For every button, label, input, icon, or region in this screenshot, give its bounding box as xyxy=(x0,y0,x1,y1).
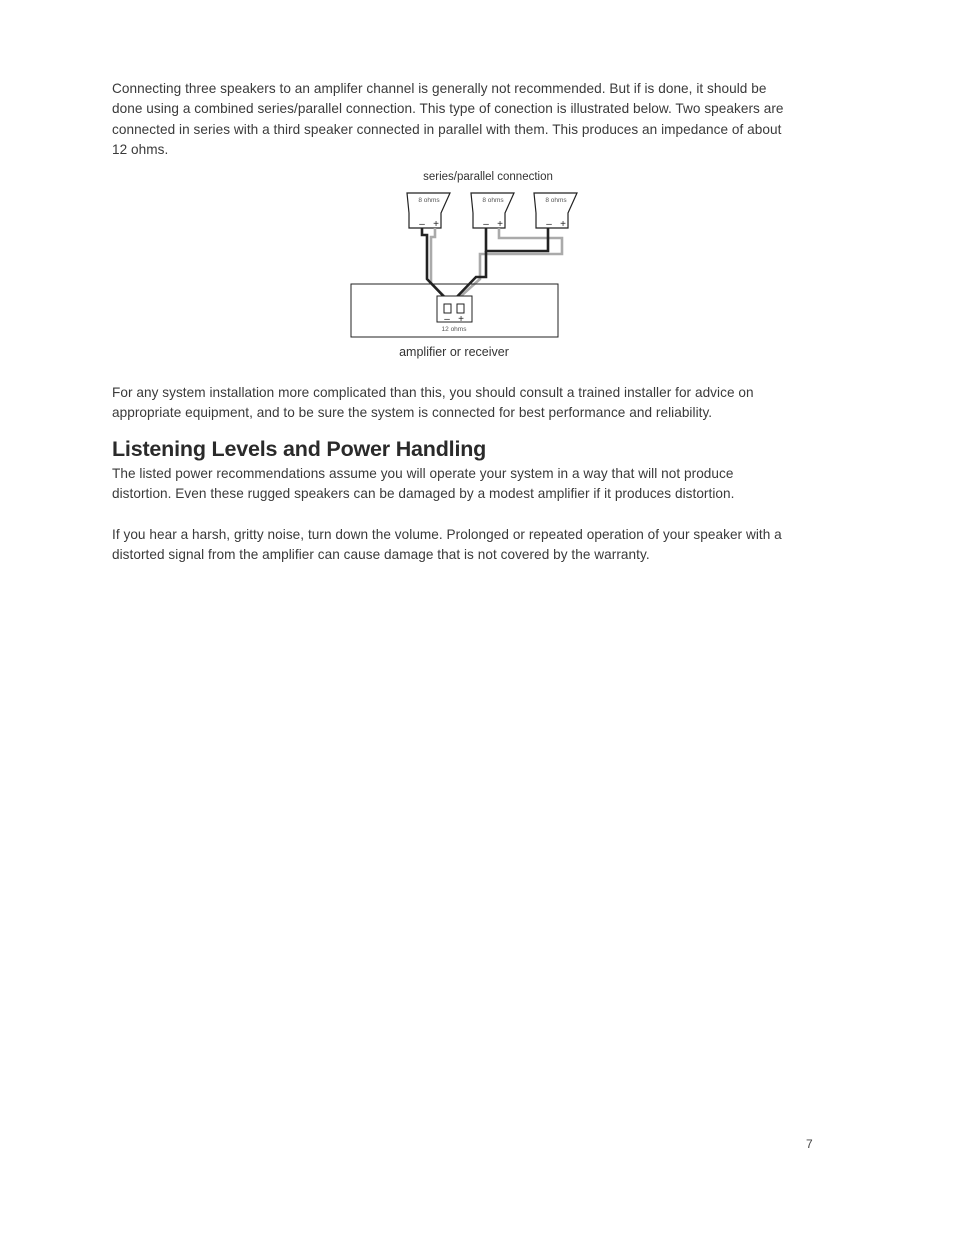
speaker-1 xyxy=(407,193,450,230)
amp-terminal-block xyxy=(437,296,472,322)
power-paragraph: The listed power recommendations assume you will operate your system in a way that will not produce distortion. Even these rugged speakers can be damaged by a modest amplifier if it produces distortion. xyxy=(112,466,735,502)
speaker-2-pos: + xyxy=(497,219,503,230)
speaker-2-impedance: 8 ohms xyxy=(482,197,504,204)
speaker-1-neg: – xyxy=(419,219,425,230)
amplifier xyxy=(351,284,558,337)
amp-impedance-label: 12 ohms xyxy=(441,326,467,333)
diagram-title: series/parallel connection xyxy=(423,171,553,183)
installer-paragraph: For any system installation more complicated than this, you should consult a trained installer for advice on appropriate equipment, and to be sure the system is connected for best performance and reliability. xyxy=(112,385,754,421)
amp-terminal-neg: – xyxy=(444,314,450,325)
speaker-1-pos: + xyxy=(433,219,439,230)
terminal-pos-icon xyxy=(457,304,464,313)
wires xyxy=(422,228,562,304)
series-parallel-wiring-diagram xyxy=(340,165,580,365)
intro-paragraph: Connecting three speakers to an amplifer channel is generally not recommended. But if is done, it should be done using a combined series/parallel connection. This type of conection is illustrated below. Two speakers are connected in series with a third speaker connected in parallel with them. This produces an impedance of about 12 ohms. xyxy=(112,81,784,157)
terminal-neg-icon xyxy=(444,304,451,313)
amp-terminal-pos: + xyxy=(458,314,464,325)
wire-neg-speaker1 xyxy=(422,228,451,304)
amplifier-label: amplifier or receiver xyxy=(399,345,509,359)
speaker-3 xyxy=(534,193,577,230)
section-heading: Listening Levels and Power Handling xyxy=(112,437,487,461)
speaker-3-neg: – xyxy=(546,219,552,230)
wire-pos-speaker3 xyxy=(452,228,562,304)
speaker-1-impedance: 8 ohms xyxy=(418,197,440,204)
speaker-3-pos: + xyxy=(560,219,566,230)
wire-neg-speaker2 xyxy=(486,228,548,251)
speaker-2 xyxy=(471,193,514,230)
speaker-3-impedance: 8 ohms xyxy=(545,197,567,204)
distortion-paragraph: If you hear a harsh, gritty noise, turn down the volume. Prolonged or repeated operation of your speaker with a distorted signal from the amplifier can cause damage that is not covered by the warranty. xyxy=(112,527,782,563)
page-number: 7 xyxy=(806,1137,813,1151)
wire-series-link xyxy=(431,228,450,302)
speaker-2-neg: – xyxy=(483,219,489,230)
